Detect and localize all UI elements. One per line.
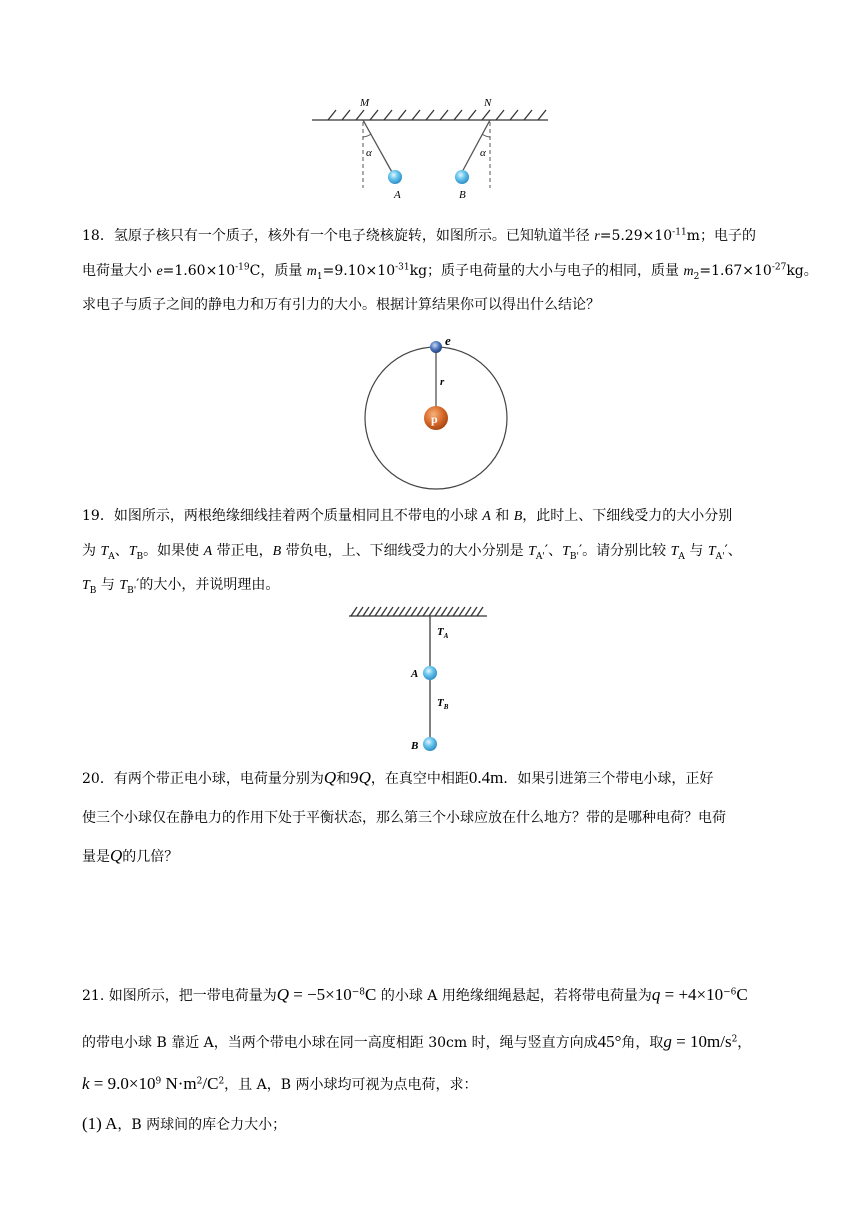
ball-A xyxy=(388,170,402,184)
pendulum-figure-17 xyxy=(308,92,553,204)
electron xyxy=(430,341,442,353)
q19-line1: 19．如图所示，两根绝缘细线挂着两个质量相同且不带电的小球 A 和 B，此时上、下细线受力的大小分别 xyxy=(82,508,733,524)
label-alpha-right: α xyxy=(480,147,486,159)
ball-B xyxy=(423,737,437,751)
ceiling-17 xyxy=(312,110,548,120)
label-TA: $T_A$ xyxy=(437,626,449,640)
ball-B xyxy=(455,170,469,184)
label-p: p xyxy=(431,412,438,426)
ceiling-19 xyxy=(349,607,487,616)
q19-line3: $T_B$ 与 $T_{B'}'$的大小，并说明理由。 xyxy=(82,577,280,596)
ball-A xyxy=(423,666,437,680)
label-alpha-left: α xyxy=(366,147,372,159)
q18-line2: 电荷量大小 $e=1.60\times 10^{-19}C$，质量 $m_1=9.10\times 10^{-31}kg$；质子电荷量的大小与电子的相同，质量 $m_2=1.67\times 10^{-27}kg$。 xyxy=(82,262,818,282)
hydrogen-atom-figure-18 xyxy=(360,334,510,494)
q20-line3: 量是Q的几倍？ xyxy=(82,846,179,865)
label-M: M xyxy=(360,97,370,109)
label-r: r xyxy=(440,376,445,388)
q21-line2: 的带电小球 B 靠近 A，当两个带电小球在同一高度相距 30cm 时，绳与竖直方向成45°角，取$g = 10m/s^2$， xyxy=(82,1032,752,1051)
q20-line2: 使三个小球仅在静电力的作用下处于平衡状态，那么第三个小球应放在什么地方？带的是哪种电荷？电荷 xyxy=(82,810,726,826)
q21-line3: $k = 9.0\times 10^9$ $N\cdot m^2/C^2$，且 A，B 两小球均可视为点电荷，求： xyxy=(82,1074,478,1093)
label-B: B xyxy=(411,740,419,752)
label-TB: $T_B$ xyxy=(437,697,449,711)
q21-line4: (1) A，B 两球间的库仑力大小； xyxy=(82,1114,287,1133)
label-e: e xyxy=(445,334,451,348)
q20-line1: 20．有两个带正电小球，电荷量分别为Q和9Q，在真空中相距0.4m．如果引进第三个带电小球，正好 xyxy=(82,768,714,787)
hanging-balls-figure-19 xyxy=(345,602,495,754)
label-A: A xyxy=(411,668,419,680)
q19-line2: 为 $T_A$、$T_B$。如果使 A 带正电，B 带负电，上、下细线受力的大小分别是 $T_{A'}'$、$T_{B'}'$。请分别比较 $T_A$ 与 $T_{A'}'$、 xyxy=(82,543,742,562)
q21-line1: 21. 如图所示，把一带电荷量为$Q = -5\times 10^{-8}C$ 的小球 A 用绝缘细绳悬起，若将带电荷量为$q = +4\times 10^{-6}C$ xyxy=(82,985,748,1004)
label-B: B xyxy=(459,189,466,201)
q18-line1: 18．氢原子核只有一个质子，核外有一个电子绕核旋转，如图所示。已知轨道半径 $r=5.29\times 10^{-11}m$；电子的 xyxy=(82,227,756,244)
label-A: A xyxy=(394,189,401,201)
label-N: N xyxy=(484,97,492,109)
q18-line3: 求电子与质子之间的静电力和万有引力的大小。根据计算结果你可以得出什么结论？ xyxy=(82,297,600,313)
